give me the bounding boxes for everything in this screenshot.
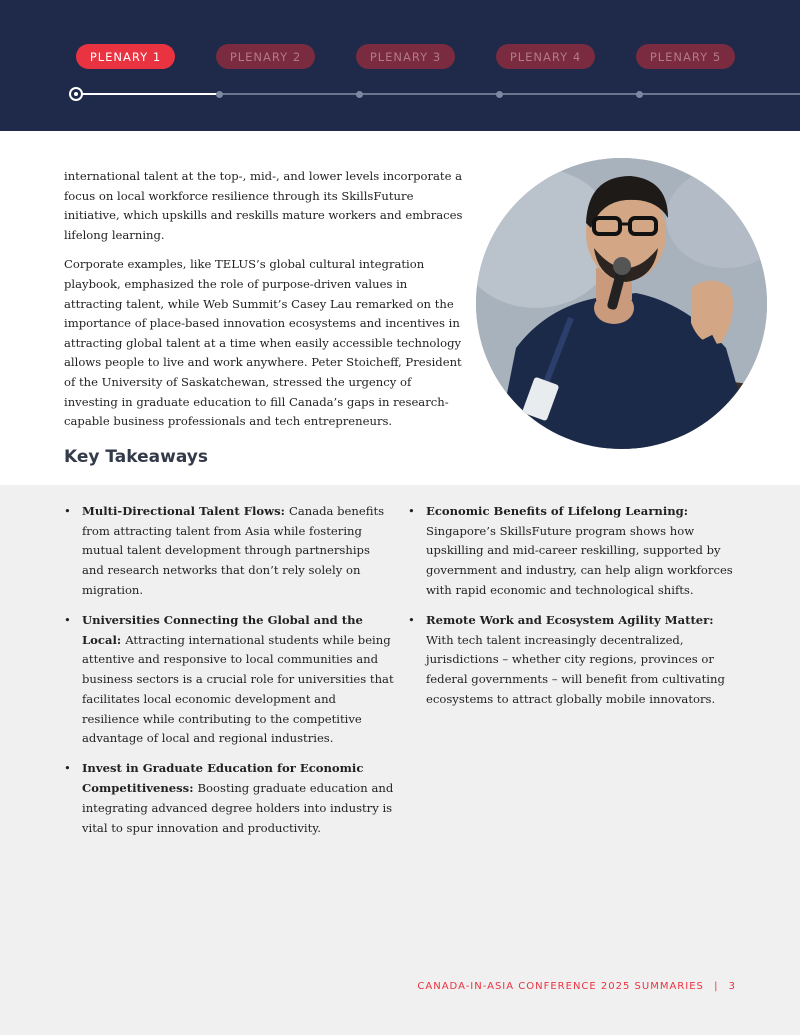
progress-dot [636,91,643,98]
takeaways-right-column [408,502,738,720]
page-footer [417,981,736,992]
footer-title: CANADA-IN-ASIA CONFERENCE 2025 SUMMARIES [417,981,704,992]
takeaway-text: Attracting international students while being attentive and responsive to local communities and business sectors is a crucial role for universities that facilitates local economic development and resilience while contributing to the competitive advantage of local and regional industries. [82,632,394,746]
takeaway-heading: Multi-Directional Talent Flows: [82,504,289,518]
takeaway-heading: Invest in Graduate Education for Economic Competitiveness: [82,761,364,796]
progress-dot [496,91,503,98]
tab-plenary-4[interactable]: PLENARY 4 [496,44,595,69]
progress-dot [216,91,223,98]
takeaway-text: Boosting graduate education and integrating advanced degree holders into industry is vital to spur innovation and productivity. [82,781,394,835]
takeaway-item [64,759,394,838]
section-title-key-takeaways: Key Takeaways [64,447,208,467]
progress-current-marker [69,87,83,101]
plenary-navigation-header [0,0,800,131]
speaker-illustration [476,158,767,449]
takeaway-text: Canada benefits from attracting talent from Asia while fostering mutual talent development through partnerships and research networks that don’t rely solely on migration. [82,504,385,597]
takeaway-text: With tech talent increasingly decentralized, jurisdictions – whether city regions, provinces or federal governments – will benefit from cultivating ecosystems to attract globally mobile innovators. [426,632,725,706]
takeaway-item [64,611,394,749]
tab-plenary-2[interactable]: PLENARY 2 [216,44,315,69]
bullet: • [64,504,71,518]
progress-dot [356,91,363,98]
tab-plenary-3[interactable]: PLENARY 3 [356,44,455,69]
takeaway-text: Singapore’s SkillsFuture program shows how upskilling and mid-career reskilling, supported by government and industry, can help align workforces with rapid economic and technological shifts. [426,523,733,597]
progress-track-completed [76,93,220,95]
speaker-photo [476,158,767,449]
bullet: • [408,504,415,518]
takeaway-heading: Economic Benefits of Lifelong Learning: [426,504,689,518]
tab-plenary-1[interactable]: PLENARY 1 [76,44,175,69]
page-number: 3 [728,981,736,992]
takeaway-item [64,502,394,601]
intro-paragraph: international talent at the top-, mid-, and lower levels incorporate a focus on local workforce resilience through its SkillsFuture initiative, which upskills and reskills mature workers and embraces lifelong learning. [64,169,463,242]
tab-plenary-5[interactable]: PLENARY 5 [636,44,735,69]
progress-track-remaining [220,93,800,95]
intro-paragraph: Corporate examples, like TELUS’s global cultural integration playbook, emphasized the role of purpose-driven values in attracting talent, while Web Summit’s Casey Lau remarked on the importance of place-based innovation ecosystems and incentives in attracting global talent at a time when easily accessible technology allows people to live and work anywhere. Peter Stoicheff, President of the University of Saskatchewan, stressed the urgency of investing in graduate education to fill Canada’s gaps in research-capable business professionals and tech entrepreneurs. [64,257,462,429]
bullet: • [408,613,415,628]
intro-text [64,167,464,442]
footer-separator: | [714,981,719,992]
takeaway-item [408,502,738,601]
bullet: • [64,761,71,776]
takeaways-left-column [64,502,394,849]
bullet: • [64,613,71,628]
takeaway-item [408,611,738,710]
takeaway-heading: Remote Work and Ecosystem Agility Matter: [426,613,714,628]
takeaway-heading: Universities Connecting the Global and the Local: [82,613,363,647]
